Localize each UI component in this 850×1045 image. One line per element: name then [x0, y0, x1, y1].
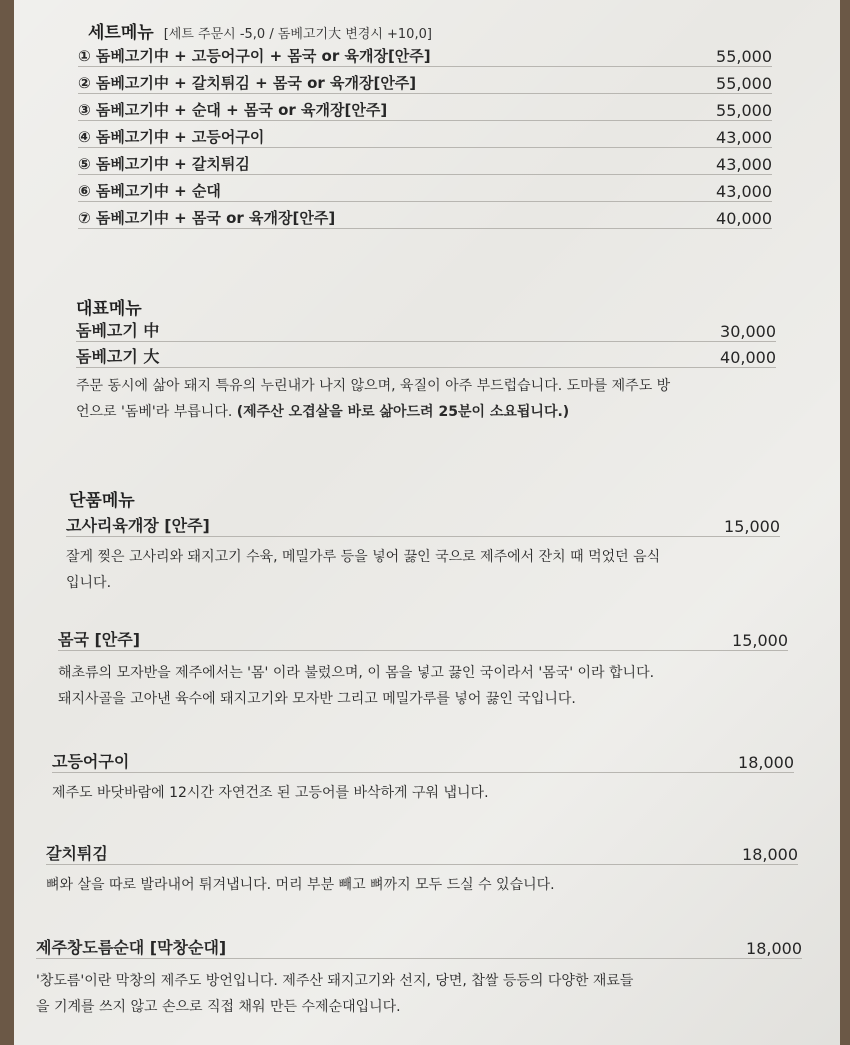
- set-item-price: 55,000: [716, 74, 772, 93]
- single-item-price: 18,000: [738, 753, 794, 772]
- single-item-5-desc: [36, 968, 836, 1020]
- desc-line: 돼지사골을 고아낸 육수에 돼지고기와 모자반 그리고 메밀가루를 넣어 끓인 국입니다.: [58, 691, 576, 707]
- single-item-1: [66, 514, 780, 537]
- set-menu-title: [88, 18, 432, 43]
- set-item-5: [78, 152, 772, 175]
- signature-item-name: 돔베고기 中: [76, 321, 160, 340]
- single-item-2: [58, 628, 788, 651]
- single-item-name: 고등어구이: [52, 752, 130, 771]
- set-item-3: [78, 98, 772, 121]
- set-item-4: [78, 125, 772, 148]
- single-item-price: 15,000: [724, 517, 780, 536]
- single-item-4: [46, 842, 798, 865]
- signature-menu-title: 대표메뉴: [76, 299, 142, 319]
- signature-item-price: 40,000: [720, 348, 776, 367]
- single-item-2-desc: [58, 660, 818, 712]
- signature-desc-line2: [76, 399, 796, 425]
- desc-line: 뼈와 살을 따로 발라내어 튀겨냅니다. 머리 부분 빼고 뼈까지 모두 드실 수 있습니다.: [46, 877, 555, 893]
- single-item-3-desc: [52, 780, 812, 806]
- signature-desc-line1: 주문 동시에 삶아 돼지 특유의 누린내가 나지 않으며, 육질이 아주 부드럽습니다. 도마를 제주도 방: [76, 378, 671, 394]
- desc-line: 제주도 바닷바람에 12시간 자연건조 된 고등어를 바삭하게 구워 냅니다.: [52, 785, 489, 801]
- signature-description: [76, 373, 796, 425]
- single-item-1-desc: [66, 544, 806, 596]
- set-item-6: [78, 179, 772, 202]
- set-menu-note: [세트 주문시 -5,0 / 돔베고기大 변경시 +10,0]: [163, 27, 432, 42]
- set-item-2: [78, 71, 772, 94]
- single-item-price: 15,000: [732, 631, 788, 650]
- single-item-name: 갈치튀김: [46, 844, 108, 863]
- single-item-price: 18,000: [746, 939, 802, 958]
- desc-line: '창도름'이란 막창의 제주도 방언입니다. 제주산 돼지고기와 선지, 당면, 찹쌀 등등의 다양한 재료들: [36, 973, 634, 989]
- signature-item-name: 돔베고기 大: [76, 347, 160, 366]
- single-item-5: [36, 936, 802, 959]
- set-item-price: 43,000: [716, 155, 772, 174]
- set-item-name: ⑥ 돔베고기中 + 순대: [78, 182, 221, 200]
- desc-line: 입니다.: [66, 575, 112, 591]
- set-item-name: ⑦ 돔베고기中 + 몸국 or 육개장[안주]: [78, 209, 336, 227]
- single-item-name: 몸국 [안주]: [58, 630, 141, 649]
- single-item-name: 제주창도름순대 [막창순대]: [36, 938, 227, 957]
- signature-desc-text: 언으로 '돔베'라 부릅니다.: [76, 404, 233, 420]
- set-item-1: [78, 44, 772, 67]
- set-item-name: ③ 돔베고기中 + 순대 + 몸국 or 육개장[안주]: [78, 101, 388, 119]
- desc-line: 해초류의 모자반을 제주에서는 '몸' 이라 불렀으며, 이 몸을 넣고 끓인 국이라서 '몸국' 이라 합니다.: [58, 665, 655, 681]
- single-item-name: 고사리육개장 [안주]: [66, 516, 210, 535]
- set-item-price: 43,000: [716, 182, 772, 201]
- set-item-name: ① 돔베고기中 + 고등어구이 + 몸국 or 육개장[안주]: [78, 47, 431, 65]
- signature-item-2: [76, 345, 776, 368]
- set-item-7: [78, 206, 772, 229]
- single-item-3: [52, 750, 794, 773]
- menu-paper: [14, 0, 840, 1045]
- set-item-name: ⑤ 돔베고기中 + 갈치튀김: [78, 155, 250, 173]
- single-menu-title: 단품메뉴: [69, 491, 135, 511]
- set-item-name: ② 돔베고기中 + 갈치튀김 + 몸국 or 육개장[안주]: [78, 74, 417, 92]
- single-item-price: 18,000: [742, 845, 798, 864]
- single-item-4-desc: [46, 872, 816, 898]
- set-item-price: 43,000: [716, 128, 772, 147]
- set-item-name: ④ 돔베고기中 + 고등어구이: [78, 128, 265, 146]
- set-item-price: 40,000: [716, 209, 772, 228]
- signature-item-price: 30,000: [720, 322, 776, 341]
- set-item-price: 55,000: [716, 47, 772, 66]
- signature-desc-bold: (제주산 오겹살을 바로 삶아드려 25분이 소요됩니다.): [236, 404, 570, 420]
- desc-line: 잘게 찢은 고사리와 돼지고기 수육, 메밀가루 등을 넣어 끓인 국으로 제주에서 잔치 때 먹었던 음식: [66, 549, 661, 565]
- signature-item-1: [76, 319, 776, 342]
- desc-line: 을 기계를 쓰지 않고 손으로 직접 채워 만든 수제순대입니다.: [36, 999, 401, 1015]
- set-menu-title-text: 세트메뉴: [88, 23, 154, 43]
- set-item-price: 55,000: [716, 101, 772, 120]
